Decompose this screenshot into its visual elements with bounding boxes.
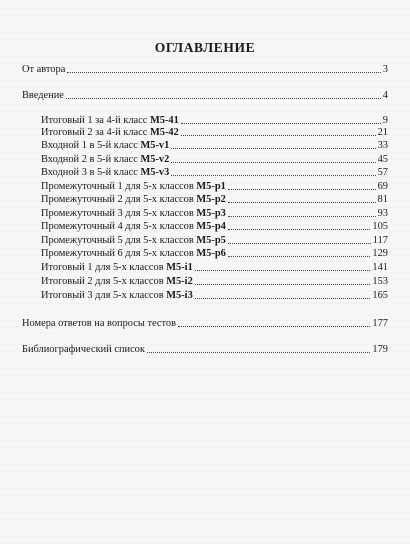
toc-entry-page: 69: [377, 181, 388, 192]
dot-leader: [171, 147, 375, 149]
dot-leader: [228, 242, 371, 244]
dot-leader: [67, 71, 380, 73]
dot-leader: [171, 161, 375, 163]
dot-leader: [147, 351, 370, 353]
test-code: М5-42: [149, 127, 179, 138]
test-code: М5-i2: [166, 276, 193, 287]
dot-leader: [66, 97, 381, 99]
toc-entry-answers: [22, 318, 388, 330]
toc-entry-page: 117: [372, 235, 388, 246]
toc-entry-page: 3: [382, 64, 388, 75]
toc-entry-label: Промежуточный 5 для 5-х классов М5-p5: [41, 235, 226, 246]
toc-entry-test: [41, 208, 388, 220]
toc-entry-label: Входной 2 в 5-й класс М5-v2: [41, 154, 170, 165]
toc-entry-page: 177: [372, 318, 388, 329]
test-code: М5-p5: [196, 235, 226, 246]
toc-entry-author: [22, 64, 388, 76]
toc-entry-label: Итоговый 3 для 5-х классов М5-i3: [41, 290, 193, 301]
dot-leader: [195, 269, 371, 271]
toc-entry-test: [41, 290, 388, 302]
test-code: М5-i3: [166, 290, 193, 301]
test-code: М5-p3: [196, 208, 226, 219]
toc-entry-page: 165: [372, 290, 388, 301]
test-code: М5-p1: [196, 181, 226, 192]
dot-leader: [171, 174, 375, 176]
test-code: М5-v3: [140, 167, 170, 178]
test-code: М5-v1: [140, 140, 170, 151]
dot-leader: [228, 228, 371, 230]
toc-entry-test: [41, 248, 388, 260]
toc-entry-page: 57: [377, 167, 388, 178]
test-code: М5-41: [149, 115, 179, 126]
toc-entry-label: Промежуточный 4 для 5-х классов М5-p4: [41, 221, 226, 232]
toc-entry-label: От автора: [22, 64, 66, 75]
toc-entry-label: Промежуточный 6 для 5-х классов М5-p6: [41, 248, 226, 259]
toc-entry-page: 21: [377, 127, 388, 138]
toc-entry-page: 81: [377, 194, 388, 205]
toc-entry-test: [41, 140, 388, 152]
toc-entry-page: 105: [372, 221, 388, 232]
toc-entry-label: Итоговый 1 за 4-й класс М5-41: [41, 115, 179, 126]
dot-leader: [228, 188, 376, 190]
dot-leader: [195, 297, 371, 299]
test-code: М5-v2: [140, 154, 170, 165]
toc-entry-label: Библиографический список: [22, 344, 145, 355]
dot-leader: [181, 122, 381, 124]
toc-entry-test: [41, 221, 388, 233]
dot-leader: [181, 134, 376, 136]
toc-entry-test: [41, 194, 388, 206]
toc-entry-label: Введение: [22, 90, 64, 101]
toc-entry-test: [41, 181, 388, 193]
dot-leader: [228, 255, 371, 257]
toc-entry-label: Входной 1 в 5-й класс М5-v1: [41, 140, 170, 151]
toc-entry-label: Промежуточный 2 для 5-х классов М5-p2: [41, 194, 226, 205]
toc-entry-page: 141: [372, 262, 388, 273]
dot-leader: [228, 215, 376, 217]
toc-entry-page: 129: [372, 248, 388, 259]
toc-entry-test: [41, 167, 388, 179]
test-code: М5-p4: [196, 221, 226, 232]
test-code: М5-i1: [166, 262, 193, 273]
toc-entry-label: Входной 3 в 5-й класс М5-v3: [41, 167, 170, 178]
toc-entry-test: [41, 235, 388, 247]
dot-leader: [228, 201, 376, 203]
toc-entry-page: 4: [382, 90, 388, 101]
test-code: М5-p6: [196, 248, 226, 259]
toc-entry-page: 93: [377, 208, 388, 219]
toc-entry-page: 9: [382, 115, 388, 126]
toc-entry-label: Итоговый 2 для 5-х классов М5-i2: [41, 276, 193, 287]
toc-entry-test: [41, 127, 388, 139]
test-code: М5-p2: [196, 194, 226, 205]
toc-entry-label: Номера ответов на вопросы тестов: [22, 318, 176, 329]
toc-entry-label: Промежуточный 1 для 5-х классов М5-p1: [41, 181, 226, 192]
toc-entry-label: Итоговый 1 для 5-х классов М5-i1: [41, 262, 193, 273]
page-title: ОГЛАВЛЕНИЕ: [154, 40, 256, 55]
toc-entry-test: [41, 276, 388, 288]
dot-leader: [178, 325, 370, 327]
toc-entry-bibliography: [22, 344, 388, 356]
toc-entry-page: 45: [377, 154, 388, 165]
toc-entry-test: [41, 262, 388, 274]
toc-entry-label: Промежуточный 3 для 5-х классов М5-p3: [41, 208, 226, 219]
toc-entry-page: 153: [372, 276, 388, 287]
toc-entry-test: [41, 154, 388, 166]
dot-leader: [195, 283, 371, 285]
toc-entry-label: Итоговый 2 за 4-й класс М5-42: [41, 127, 179, 138]
toc-entry-page: 179: [372, 344, 388, 355]
toc-entry-test: [41, 115, 388, 127]
toc-entry-introduction: [22, 90, 388, 102]
toc-entry-page: 33: [377, 140, 388, 151]
